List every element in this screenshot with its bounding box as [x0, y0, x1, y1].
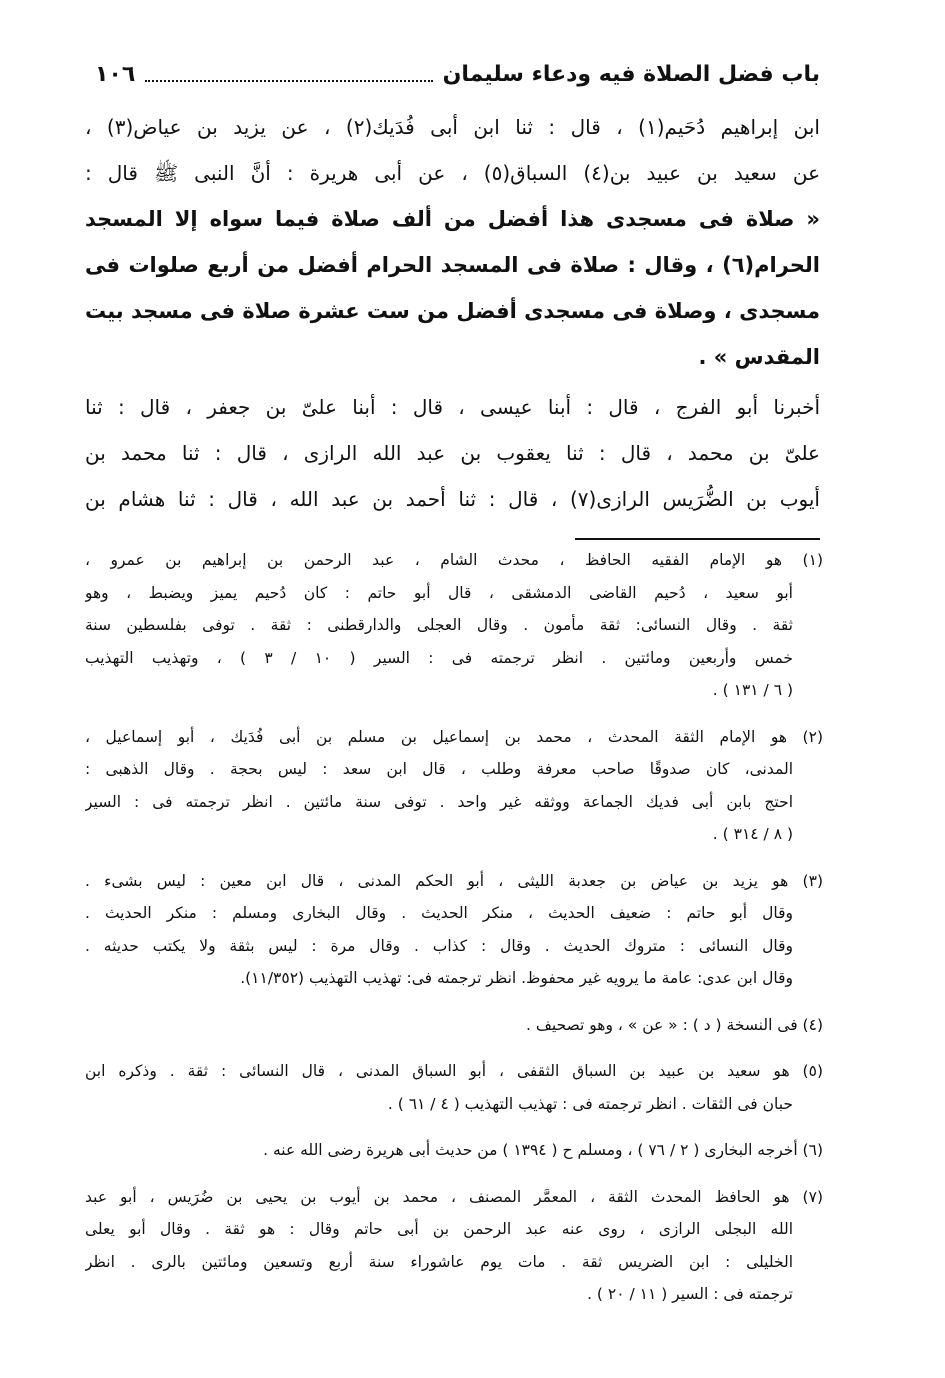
footnote — [85, 1009, 823, 1042]
footnote-line: (٦) أخرجه البخارى ( ٢ / ٧٦ ) ، ومسلم ح ( ١٣٩٤ ) من حديث أبى هريرة رضى الله عنه . — [263, 1141, 823, 1159]
footnote — [85, 1181, 823, 1311]
footnote-line: (١) هو الإمام الفقيه الحافظ ، محدث الشام ، عبد الرحمن بن إبراهيم بن عمرو ، — [85, 551, 823, 569]
running-header — [95, 56, 820, 92]
footnote-line: خمس وأربعين ومائتين . انظر ترجمته فى : السير ( ١٠ / ٣ ) ، وتهذيب التهذيب — [85, 648, 793, 667]
footnote — [85, 544, 823, 707]
footnote-line: (٥) هو سعيد بن عبيد بن السباق الثقفى ، أبو السباق المدنى ، قال النسائى : ثقة . وذكره ابن — [85, 1062, 823, 1080]
footnote-line: وقال ابن عدى: عامة ما يرويه غير محفوظ. انظر ترجمته فى: تهذيب التهذيب (١١/٣٥٢). — [240, 969, 793, 987]
hadith-line: المقدس » . — [698, 345, 820, 369]
main-text — [85, 104, 820, 522]
footnote-line: (٤) فى النسخة ( د ) : « عن » ، وهو تصحيف . — [526, 1015, 823, 1034]
leader-dots — [145, 66, 432, 82]
page-number: ١٠٦ — [95, 61, 136, 87]
text-line: ابن إبراهيم دُحَيم(١) ، قال : ثنا ابن أبى فُدَيك(٢) ، عن يزيد بن عياض(٣) ، — [85, 115, 820, 139]
footnote — [85, 865, 823, 995]
footnote-line: أبو سعيد ، دُحيم القاضى الدمشقى ، قال أبو حاتم : كان دُحيم يميز ويضبط ، وهو — [85, 583, 793, 602]
footnote-line: وقال أبو حاتم : ضعيف الحديث ، منكر الحديث . وقال البخارى ومسلم : منكر الحديث . — [85, 904, 793, 922]
hadith-line: « صلاة فى مسجدى هذا أفضل من ألف صلاة فيما سواه إلا المسجد — [85, 207, 820, 231]
footnote-line: ( ٨ / ٣١٤ ) . — [712, 825, 793, 843]
footnote — [85, 721, 823, 851]
text-line: عن سعيد بن عبيد بن(٤) السباق(٥) ، عن أبى هريرة : أنَّ النبى ﷺ قال : — [85, 161, 820, 185]
chapter-title: باب فضل الصلاة فيه ودعاء سليمان — [442, 61, 820, 87]
footnote-line: ترجمته فى : السير ( ١١ / ٢٠ ) . — [587, 1285, 793, 1303]
footnote — [85, 1134, 823, 1167]
footnote-line: (٣) هو يزيد بن عياض بن جعدبة الليثى ، أبو الحكم المدنى ، قال ابن معين : ليس بشىء . — [85, 871, 823, 890]
footnote-line: احتج بابن أبى فديك الجماعة ووثقه غير واحد . توفى سنة مائتين . انظر ترجمته فى : السير — [85, 792, 793, 811]
text-line: أيوب بن الضُّرَيس الرازى(٧) ، قال : ثنا أحمد بن عبد الله ، قال : ثنا هشام بن — [85, 487, 820, 511]
footnote-line: (٢) هو الإمام الثقة المحدث ، محمد بن إسماعيل بن مسلم بن أبى فُدَيك ، أبو إسماعيل ، — [85, 727, 823, 746]
footnote-line: (٧) هو الحافظ المحدث الثقة ، المعمَّر المصنف ، محمد بن أيوب بن يحيى بن ضُرَيس ، أبو عبد — [85, 1187, 823, 1206]
text-line: أخبرنا أبو الفرج ، قال : أبنا عيسى ، قال : أبنا علىّ بن جعفر ، قال : ثنا — [85, 395, 820, 419]
footnote-line: ثقة . وقال النسائى: ثقة مأمون . وقال العجلى والدارقطنى : ثقة . توفى بفلسطين سنة — [85, 616, 793, 634]
footnotes — [85, 544, 823, 1325]
footnote-line: المدنى، كان صدوقًا صاحب معرفة وطلب ، قال ابن سعد : ليس بحجة . وقال الذهبى : — [85, 760, 793, 778]
hadith-line: الحرام(٦) ، وقال : صلاة فى المسجد الحرام أفضل من أربع صلوات فى — [85, 253, 820, 277]
hadith-line: مسجدى ، وصلاة فى مسجدى أفضل من ست عشرة صلاة فى مسجد بيت — [85, 299, 820, 323]
footnote-line: ( ٦ / ١٣١ ) . — [712, 681, 793, 699]
footnote-line: الله البجلى الرازى ، روى عنه عبد الرحمن بن أبى حاتم وقال : هو ثقة . وقال أبو يعلى — [85, 1220, 793, 1238]
footnote-line: حبان فى الثقات . انظر ترجمته فى : تهذيب التهذيب ( ٤ / ٦١ ) . — [387, 1094, 793, 1113]
text-line: علىّ بن محمد ، قال : ثنا يعقوب بن عبد الله الرازى ، قال : ثنا محمد بن — [85, 441, 820, 465]
footnote-separator — [575, 538, 820, 540]
footnote-line: وقال النسائى : متروك الحديث . وقال : كذاب . وقال مرة : ليس بثقة ولا يكتب حديثه . — [85, 936, 793, 955]
footnote — [85, 1055, 823, 1120]
footnote-line: الخليلى : ابن الضريس ثقة . مات يوم عاشوراء سنة أربع وتسعين ومائتين بالرى . انظر — [85, 1252, 793, 1271]
